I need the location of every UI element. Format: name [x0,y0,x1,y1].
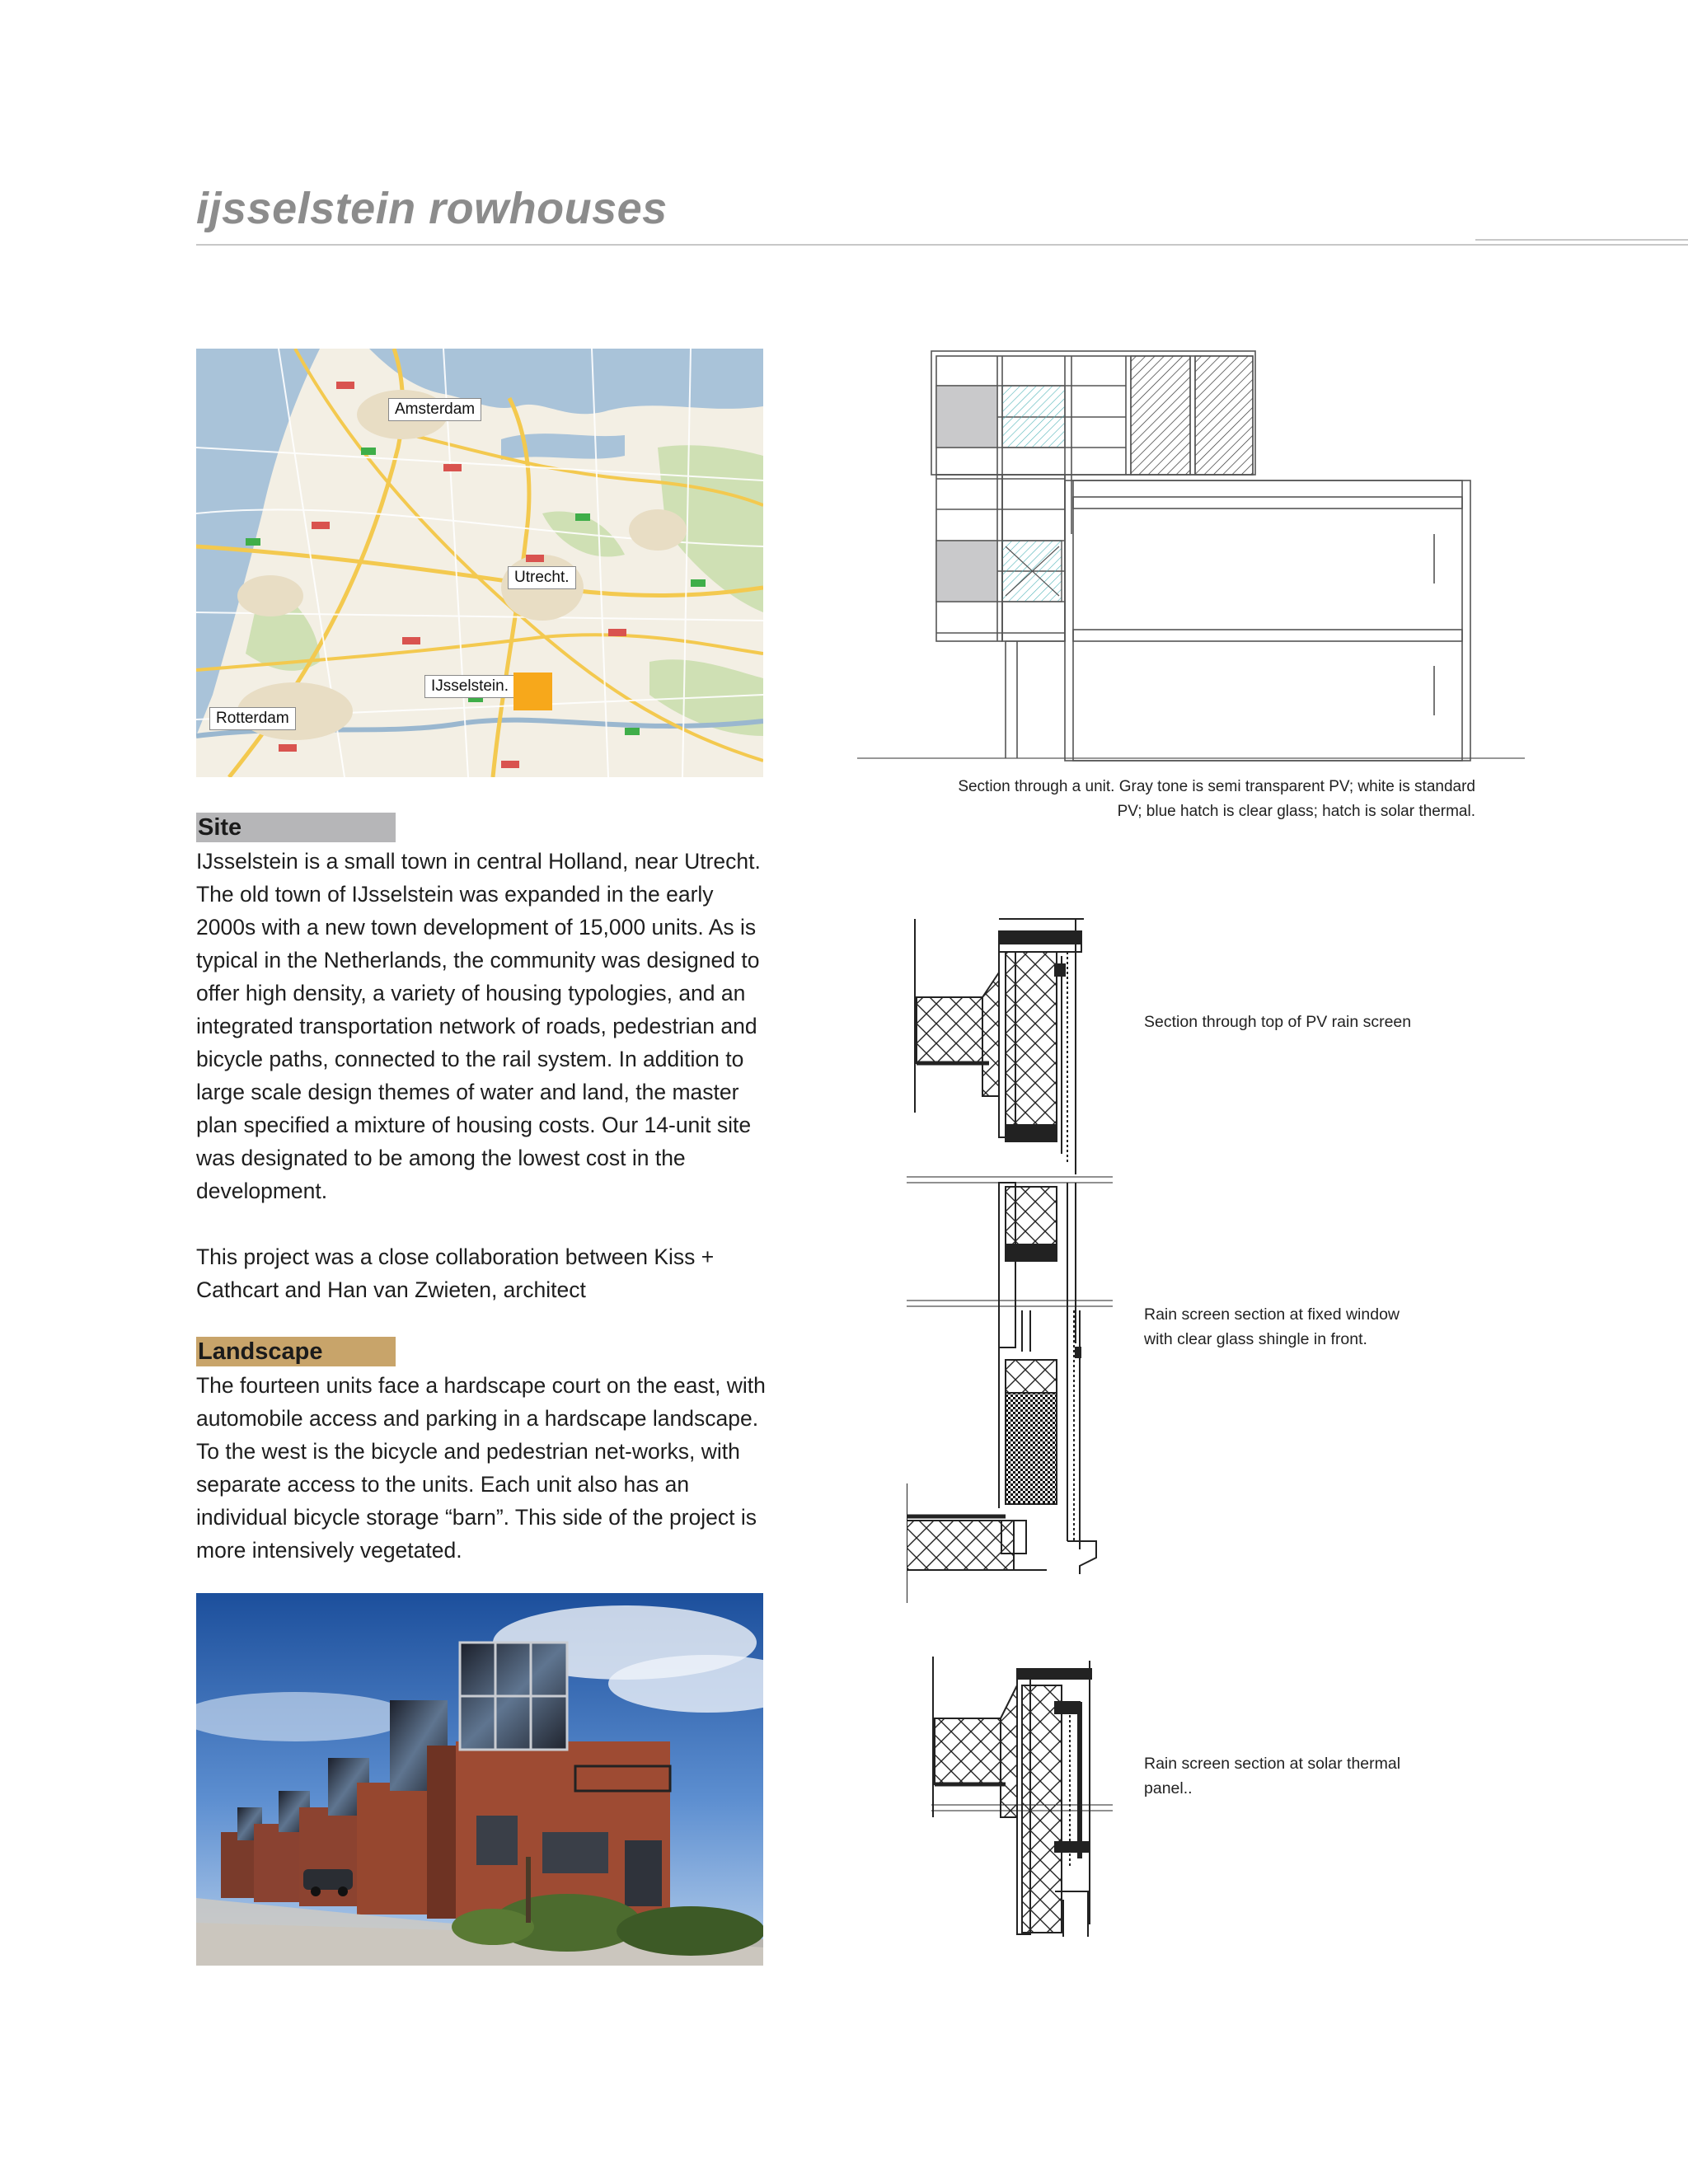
rowhouses-photo-graphic [196,1593,763,1966]
ijsselstein-marker [513,673,552,710]
solar-thermal-caption: Rain screen section at solar thermal panel.. [1144,1755,1401,1797]
rain-screen-detail-drawing [907,915,1113,1624]
fixed-window-caption: Rain screen section at fixed window with clear glass shingle in front. [1144,1305,1400,1348]
landscape-heading: Landscape [196,1337,396,1366]
map-label-ijsselstein: IJsselstein. [424,675,515,698]
site-paragraph-1: IJsselstein is a small town in central Holland, near Utrecht. The old town of IJsselstein was expanded in the early 2000s with a new town development of 15,000 units. As is typical in the Netherlands, the community was designed to offer high density, a variety of housing typologies, and an integrated transportation network of roads, pedestrian and bicycle paths, connected to the rail system. In addition to large scale design themes of water and land, the master plan specified a mixture of housing costs. Our 14-unit site was designated to be among the lowest cost in the development. [196,849,761,1203]
map-label-amsterdam: Amsterdam [388,398,481,421]
rowhouses-photo [196,1593,763,1966]
landscape-paragraph: The fourteen units face a hardscape court on the east, with automobile access and parking in a hardscape landscape. To the west is the bicycle and pedestrian net-works, with separate access to the units. Each unit also has an individual bicycle storage “barn”. This side of the project is more intensively vegetated. [196,1373,766,1563]
unit-section-drawing [849,344,1533,773]
site-paragraph-2: This project was a close collaboration between Kiss + Cathcart and Han van Zwieten, architect [196,1244,715,1302]
title-rule-accent [1475,239,1688,241]
section-caption-line-1: Section through a unit. Gray tone is semi transparent PV; white is standard [958,778,1475,795]
location-map [196,349,763,777]
site-heading: Site [196,813,396,842]
page-title: ijsselstein rowhouses [196,184,668,233]
map-label-rotterdam: Rotterdam [209,707,296,730]
pv-top-caption: Section through top of PV rain screen [1144,1013,1412,1031]
section-caption-line-2: PV; blue hatch is clear glass; hatch is solar thermal. [1117,803,1475,820]
title-rule [196,244,1688,246]
solar-thermal-detail-drawing [931,1652,1113,1941]
map-label-utrecht: Utrecht. [508,566,576,589]
section-caption [907,775,1475,824]
